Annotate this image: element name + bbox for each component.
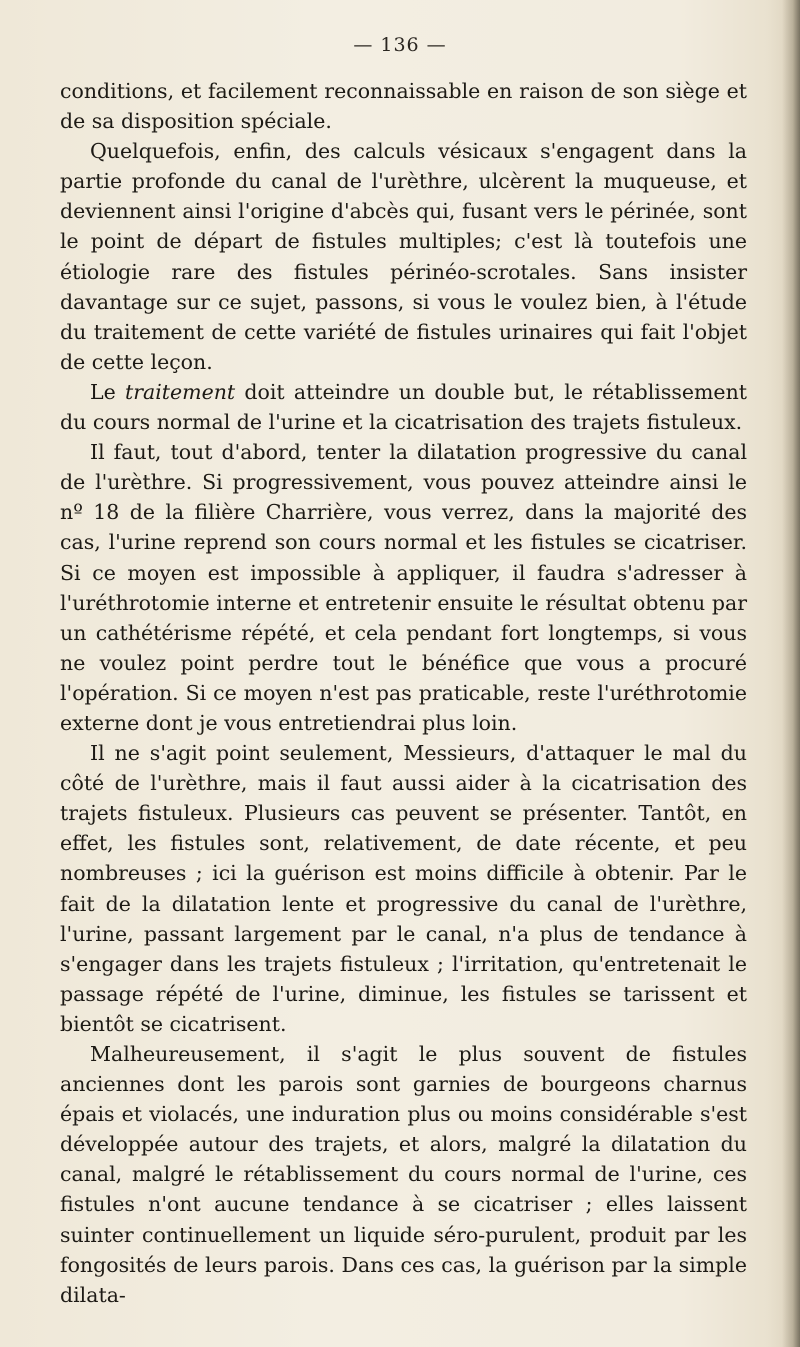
page-number: — 136 — [353,34,447,56]
paragraph-dilatation: Il faut, tout d'abord, tenter la dilatation progressive du canal de l'urèthre. Si progressivement, vous pouvez atteindre ainsi le nº 18 de la filière Charrière, vous verrez, dans la majorité des cas, l'urine reprend son cours normal et les fistules se cicatriser. Si ce moyen est impossible à appliquer, il faudra s'adresser à l'uréthrotomie interne et entretenir ensuite le résultat obtenu par un cathétérisme répété, et cela pendant fort longtemps, si vous ne voulez point perdre tout le bénéfice que vous a procuré l'opération. Si ce moyen n'est pas praticable, reste l'uréthrotomie externe dont je vous entretiendrai plus loin. [60,440,747,735]
paragraph-malheureusement: Malheureusement, il s'agit le plus souvent de fistules anciennes dont les parois sont garnies de bourgeons charnus épais et violacés, une induration plus ou moins considérable s'est développée autour des trajets, et alors, malgré la dilatation du canal, malgré le rétablissement du cours normal de l'urine, ces fistules n'ont aucune tendance à se cicatriser ; elles laissent suinter continuellement un liquide séro-purulent, produit par les fongosités de leurs parois. Dans ces cas, la guérison par la simple dilata- [60,1042,747,1307]
emphasis-traitement: traitement [124,379,236,404]
paragraph-traitement-rest: doit atteindre un double but, le rétablissement du cours normal de l'urine et la cicatrisation des trajets fistuleux. [60,379,748,435]
paragraph-calculs: Quelquefois, enfin, des calculs vésicaux s'engagent dans la partie profonde du canal de l'urèthre, ulcèrent la muqueuse, et deviennent ainsi l'origine d'abcès qui, fusant vers le périnée, sont le point de départ de fistules multiples; c'est là toutefois une étiologie rare des fistules périnéo-scrotales. Sans insister davantage sur ce sujet, passons, si vous le voulez bien, à l'étude du traitement de cette variété de fistules urinaires qui fait l'objet de cette leçon. [60,139,747,374]
paragraph-traitement-lead: Le [90,379,125,404]
body-text [60,76,747,1310]
paragraph-traitement [60,377,747,437]
page-edge-shadow [782,0,800,1347]
paragraph-messieurs: Il ne s'agit point seulement, Messieurs, d'attaquer le mal du côté de l'urèthre, mais il faut aussi aider à la cicatrisation des trajets fistuleux. Plusieurs cas peuvent se présenter. Tantôt, en effet, les fistules sont, relativement, de date récente, et peu nombreuses ; ici la guérison est moins difficile à obtenir. Par le fait de la dilatation lente et progressive du canal de l'urèthre, l'urine, passant largement par le canal, n'a plus de tendance à s'engager dans les trajets fistuleux ; l'irritation, qu'entretenait le passage répété de l'urine, diminue, les fistules se tarissent et bientôt se cicatrisent. [60,741,747,1036]
paragraph-continuation: conditions, et facilement reconnaissable en raison de son siège et de sa disposition spéciale. [60,79,747,134]
